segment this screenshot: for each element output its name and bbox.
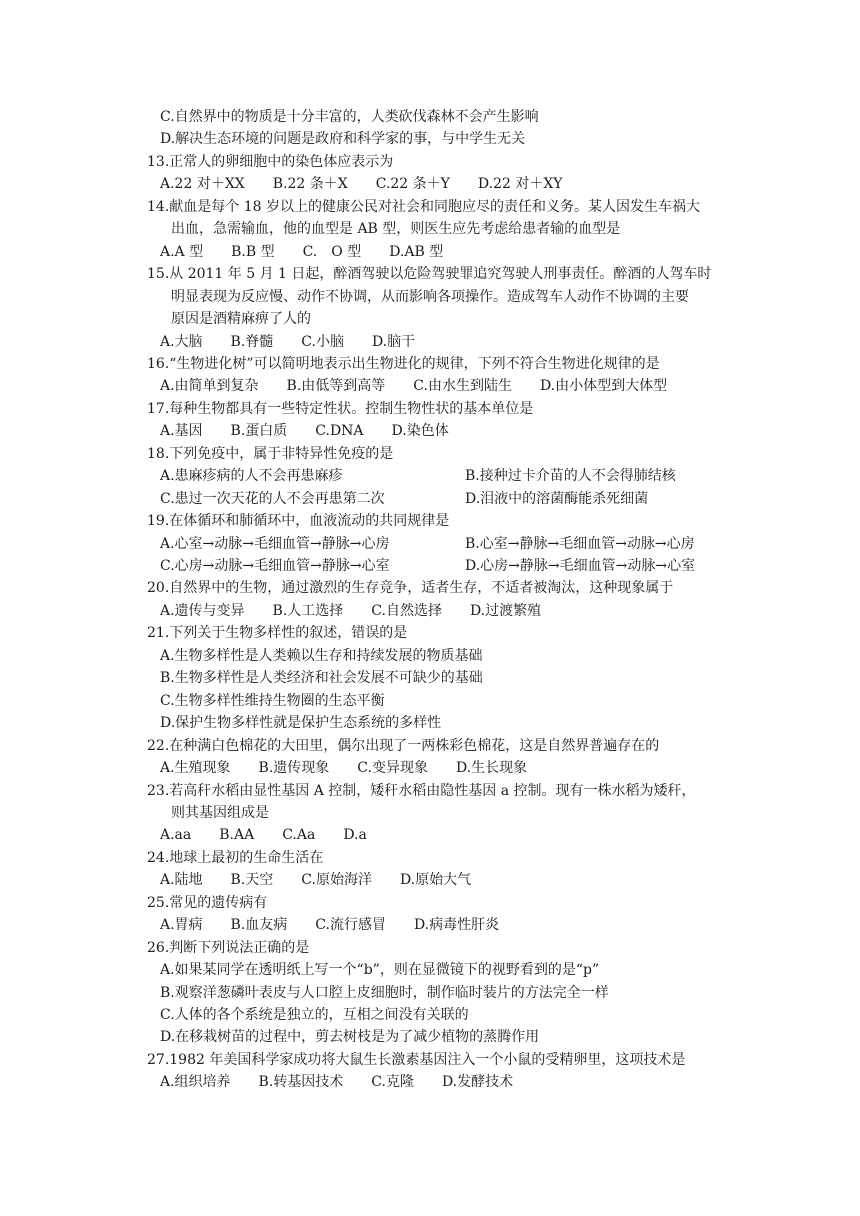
answer-option: B.生物多样性是人类经济和社会发展不可缺少的基础: [160, 670, 483, 686]
answer-option: D.心房→静脉→毛细血管→动脉→心室: [465, 558, 696, 574]
answer-option: A.如果某同学在透明纸上写一个“b”，则在显微镜下的视野看到的是“p”: [160, 962, 600, 978]
answer-option: A.心室→动脉→毛细血管→静脉→心房: [160, 536, 390, 552]
question-stem-continued: 出血，急需输血，他的血型是 AB 型，则医生应先考虑给患者输的血型是: [171, 221, 621, 237]
answer-option: C.人体的各个系统是独立的，互相之间没有关联的: [160, 1007, 469, 1023]
answer-option: A.aa B.AA C.Aa D.a: [160, 827, 367, 843]
answer-option: C.自然界中的物质是十分丰富的，人类砍伐森林不会产生影响: [160, 109, 539, 125]
question-stem: 17.每种生物都具有一些特定性状。控制生物性状的基本单位是: [147, 401, 534, 417]
question-stem-continued: 明显表现为反应慢、动作不协调，从而影响各项操作。造成驾车人动作不协调的主要: [171, 289, 689, 305]
answer-option: A.22 对＋XX B.22 条＋X C.22 条＋Y D.22 对＋XY: [160, 176, 563, 192]
question-stem: 25.常见的遗传病有: [147, 895, 268, 911]
answer-option: A.遗传与变异 B.人工选择 C.自然选择 D.过渡繁殖: [160, 603, 542, 619]
answer-option: A.基因 B.蛋白质 C.DNA D.染色体: [160, 423, 449, 439]
question-stem: 16.“生物进化树”可以简明地表示出生物进化的规律，下列不符合生物进化规律的是: [147, 356, 660, 372]
answer-option: D.在移栽树苗的过程中，剪去树枝是为了减少植物的蒸腾作用: [160, 1029, 540, 1045]
answer-option: B.观察洋葱磷叶表皮与人口腔上皮细胞时，制作临时装片的方法完全一样: [160, 985, 609, 1001]
answer-option: B.接种过卡介苗的人不会得肺结核: [465, 468, 676, 484]
question-stem: 19.在体循环和肺循环中，血液流动的共同规律是: [147, 513, 450, 529]
question-stem-continued: 则其基因组成是: [171, 805, 269, 821]
question-stem: 24.地球上最初的生命生活在: [147, 850, 324, 866]
answer-option: A.陆地 B.天空 C.原始海洋 D.原始大气: [160, 872, 472, 888]
answer-option: C.生物多样性维持生物圈的生态平衡: [160, 693, 385, 709]
answer-option: A.生殖现象 B.遗传现象 C.变异现象 D.生长现象: [160, 760, 528, 776]
question-stem: 26.判断下列说法正确的是: [147, 940, 310, 956]
answer-option: D.解决生态环境的问题是政府和科学家的事，与中学生无关: [160, 131, 526, 147]
question-stem: 13.正常人的卵细胞中的染色体应表示为: [147, 154, 394, 170]
question-stem: 14.献血是每个 18 岁以上的健康公民对社会和同胞应尽的责任和义务。某人因发生车祸大: [147, 199, 700, 215]
answer-option: A.大脑 B.脊髓 C.小脑 D.脑干: [160, 334, 416, 350]
answer-option: C.患过一次天花的人不会再患第二次: [160, 491, 385, 507]
answer-option: A.胃病 B.血友病 C.流行感冒 D.病毒性肝炎: [160, 917, 500, 933]
answer-option: C.心房→动脉→毛细血管→静脉→心室: [160, 558, 390, 574]
question-stem-continued: 原因是酒精麻痹了人的: [171, 311, 311, 327]
question-stem: 22.在种满白色棉花的大田里，偶尔出现了一两株彩色棉花，这是自然界普遍存在的: [147, 738, 660, 754]
answer-option: B.心室→静脉→毛细血管→动脉→心房: [465, 536, 695, 552]
answer-option: A.由简单到复杂 B.由低等到高等 C.由水生到陆生 D.由小体型到大体型: [160, 378, 668, 394]
answer-option: D.泪液中的溶菌酶能杀死细菌: [465, 491, 649, 507]
question-stem: 18.下列免疫中，属于非特异性免疫的是: [147, 446, 394, 462]
answer-option: D.保护生物多样性就是保护生态系统的多样性: [160, 715, 442, 731]
answer-option: A.A 型 B.B 型 C. O 型 D.AB 型: [160, 244, 444, 260]
answer-option: A.组织培养 B.转基因技术 C.克隆 D.发酵技术: [160, 1074, 514, 1090]
question-stem: 27.1982 年美国科学家成功将大鼠生长激素基因注入一个小鼠的受精卵里，这项技术是: [147, 1052, 686, 1068]
answer-option: A.生物多样性是人类赖以生存和持续发展的物质基础: [160, 648, 483, 664]
question-stem: 20.自然界中的生物，通过激烈的生存竞争，适者生存，不适者被淘汰，这种现象属于: [147, 580, 674, 596]
question-stem: 15.从 2011 年 5 月 1 日起，醉酒驾驶以危险驾驶罪追究驾驶人刑事责任。醉酒的人驾车时: [147, 266, 712, 282]
answer-option: A.患麻疹病的人不会再患麻疹: [160, 468, 343, 484]
question-stem: 21.下列关于生物多样性的叙述，错误的是: [147, 625, 408, 641]
question-stem: 23.若高秆水稻由显性基因 A 控制，矮秆水稻由隐性基因 a 控制。现有一株水稻为矮秆，: [147, 783, 696, 799]
